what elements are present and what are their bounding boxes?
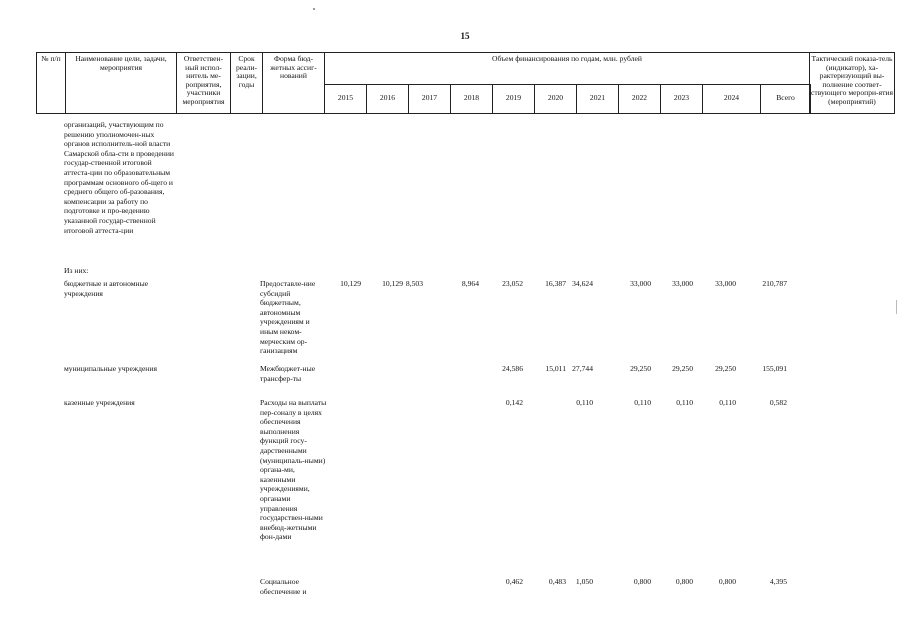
row-value: 8,503 <box>405 279 423 288</box>
header-year-7: 2022 <box>618 84 661 114</box>
row-value: 8,964 <box>461 279 479 288</box>
header-year-9: 2024 <box>702 84 761 114</box>
header-col-name: Наименование цели, задачи, мероприятия <box>65 52 177 114</box>
row-name: муниципальные учреждения <box>64 364 157 373</box>
row-value: 1,050 <box>575 577 593 586</box>
row-value: 0,800 <box>718 577 736 586</box>
row-value: 24,586 <box>502 364 523 373</box>
row-value: 33,000 <box>672 279 693 288</box>
row-value: 33,000 <box>630 279 651 288</box>
header-col-num: № п/п <box>36 52 66 114</box>
row-value: 0,462 <box>505 577 523 586</box>
header-year-0: 2015 <box>324 84 367 114</box>
header-year-10: Всего <box>760 84 811 114</box>
row-value: 16,387 <box>545 279 566 288</box>
row-value: 0,142 <box>505 398 523 407</box>
row-value: 33,000 <box>715 279 736 288</box>
row-value: 15,011 <box>545 364 566 373</box>
row-value: 0,110 <box>634 398 651 407</box>
row-form: Социальное обеспечение и <box>260 577 307 596</box>
header-col-indicator: Тактический показа-тель (индикатор), ха-рактеризующий вы-полнение соответ-ствующего меропри-ятия (мероприятий) <box>809 52 895 114</box>
header-year-1: 2016 <box>366 84 409 114</box>
row-value: 27,744 <box>572 364 593 373</box>
header-col-form: Форма бюд-жетных ассиг-нований <box>262 52 325 114</box>
row-value: 34,624 <box>572 279 593 288</box>
row-value: 0,110 <box>576 398 593 407</box>
header-year-2: 2017 <box>408 84 451 114</box>
header-col-term: Срок реали-зации, годы <box>230 52 263 114</box>
header-col-responsible: Ответствен-ный испол-нитель ме-роприятия, участники мероприятия <box>176 52 231 114</box>
row-value: 4,395 <box>769 577 787 586</box>
row-value: 0,483 <box>548 577 566 586</box>
row-value: 0,110 <box>719 398 736 407</box>
row-value: 10,129 <box>382 279 403 288</box>
row-form: Предоставле-ние субсидий бюджетным, автономным учреждениям и иным неком-мерческим ор-ганизациям <box>260 279 316 356</box>
row-value: 29,250 <box>715 364 736 373</box>
row-value: 0,582 <box>769 398 787 407</box>
row-value: 29,250 <box>672 364 693 373</box>
row-value: 29,250 <box>630 364 651 373</box>
scan-speck <box>896 300 897 314</box>
header-year-3: 2018 <box>450 84 493 114</box>
row-value: 23,052 <box>502 279 523 288</box>
row-value: 210,787 <box>762 279 787 288</box>
intro-text: организаций, участвующим по решению уполномочен-ных органов исполнитель-ной власти Самарской обла-сти в проведении государ-ственной итоговой аттеста-ции по образовательным программам основного об-щего и среднего общего об-разования, компенсации за работу по подготовке и про-ведению указанной государ-ственной итоговой аттеста-ции <box>64 120 174 235</box>
row-value: 0,110 <box>676 398 693 407</box>
of-them-label: Из них: <box>64 266 89 275</box>
row-form: Межбюджет-ные трансфер-ты <box>260 364 316 383</box>
header-year-5: 2020 <box>534 84 577 114</box>
page-number: 15 <box>460 31 470 41</box>
scan-speck <box>313 8 315 10</box>
row-form: Расходы на выплаты пер-соналу в целях обеспечения выполнения функций госу-дарственными (муниципаль-ными) органа-ми, казенными учреждениями, органами управления государствен-ными внебюд-жетными фон-дами <box>260 398 327 542</box>
header-col-finance: Объем финансирования по годам, млн. рублей <box>324 52 810 85</box>
row-name: казенные учреждения <box>64 398 135 407</box>
row-value: 0,800 <box>675 577 693 586</box>
row-value: 0,800 <box>633 577 651 586</box>
header-year-4: 2019 <box>492 84 535 114</box>
row-name: бюджетные и автономные учреждения <box>64 279 149 298</box>
row-value: 155,091 <box>762 364 787 373</box>
row-value: 10,129 <box>340 279 361 288</box>
header-year-6: 2021 <box>576 84 619 114</box>
header-year-8: 2023 <box>660 84 703 114</box>
